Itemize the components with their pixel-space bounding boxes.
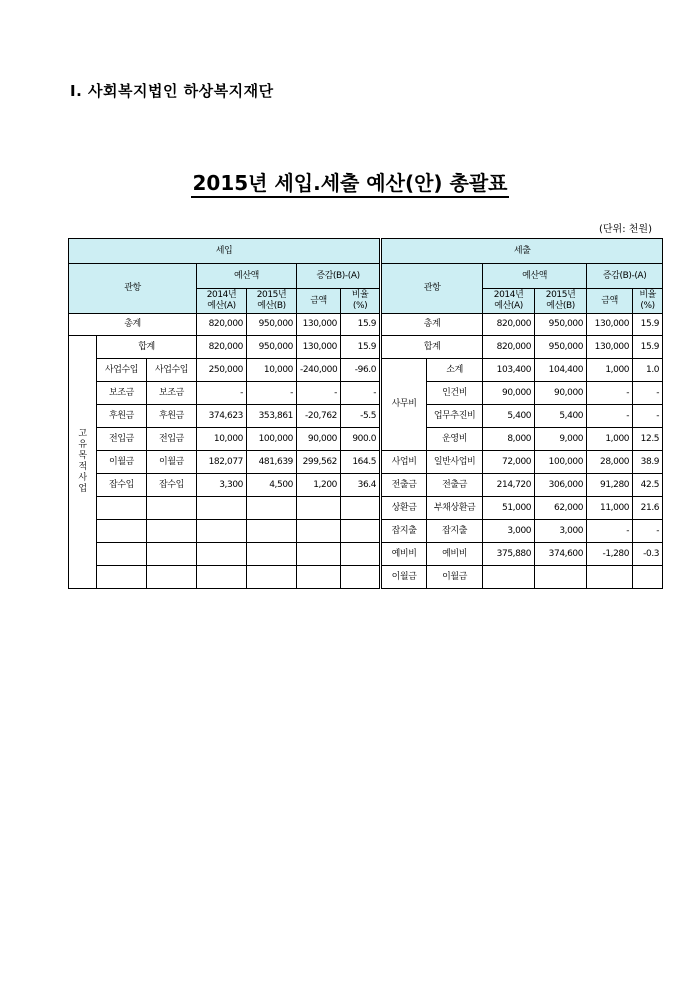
exp-gwan: 상환금	[381, 497, 427, 520]
rev-ratio-line1: 비율	[351, 290, 369, 300]
exp-2014-line2: 예산(A)	[494, 301, 523, 311]
empty-cell	[147, 566, 197, 589]
exp-hang: 운영비	[427, 428, 483, 451]
exp-hang: 이월금	[427, 566, 483, 589]
exp-budget-header: 예산액	[483, 264, 587, 289]
side-label-char: 목	[78, 451, 87, 461]
rev-gwan: 후원금	[97, 405, 147, 428]
exp-2015-line2: 예산(B)	[546, 301, 575, 311]
exp-change-header: 증감(B)-(A)	[587, 264, 663, 289]
rev-ratio-header	[341, 289, 381, 314]
exp-amount	[587, 566, 633, 589]
rev-subtotal-ratio: 15.9	[341, 336, 381, 359]
rev-ratio-line2: (%)	[352, 301, 368, 311]
exp-amount: -	[587, 405, 633, 428]
exp-2014: 8,000	[483, 428, 535, 451]
exp-2014: 3,000	[483, 520, 535, 543]
exp-2014: 72,000	[483, 451, 535, 474]
exp-2014: 51,000	[483, 497, 535, 520]
exp-total-amount: 130,000	[587, 314, 633, 336]
exp-2015	[535, 566, 587, 589]
empty-cell	[147, 520, 197, 543]
rev-total-2014: 820,000	[197, 314, 247, 336]
rev-total-label: 총계	[69, 314, 197, 336]
exp-ratio: 21.6	[633, 497, 663, 520]
table-row	[69, 543, 663, 566]
exp-category-header: 관항	[381, 264, 483, 314]
header-row-2	[69, 264, 663, 289]
rev-2014: 182,077	[197, 451, 247, 474]
page-title-text: 2015년 세입.세출 예산(안) 총괄표	[191, 171, 510, 198]
exp-ratio-line1: 비율	[639, 290, 656, 300]
exp-2014: 5,400	[483, 405, 535, 428]
exp-ratio: -	[633, 382, 663, 405]
exp-amount: 28,000	[587, 451, 633, 474]
rev-2015-header	[247, 289, 297, 314]
rev-2015: 10,000	[247, 359, 297, 382]
exp-total-2015: 950,000	[535, 314, 587, 336]
rev-amount: 299,562	[297, 451, 341, 474]
table-row	[69, 474, 663, 497]
rev-subtotal-label: 합계	[97, 336, 197, 359]
exp-ratio-line2: (%)	[640, 301, 655, 311]
exp-total-2014: 820,000	[483, 314, 535, 336]
exp-hang: 소계	[427, 359, 483, 382]
exp-2015: 5,400	[535, 405, 587, 428]
exp-2015: 9,000	[535, 428, 587, 451]
exp-hang: 잡지출	[427, 520, 483, 543]
exp-2015: 100,000	[535, 451, 587, 474]
rev-hang: 사업수입	[147, 359, 197, 382]
exp-ratio: 12.5	[633, 428, 663, 451]
rev-total-ratio: 15.9	[341, 314, 381, 336]
table-row	[69, 566, 663, 589]
exp-2014: 103,400	[483, 359, 535, 382]
rev-2014: -	[197, 382, 247, 405]
rev-gwan: 사업수입	[97, 359, 147, 382]
exp-amount: 11,000	[587, 497, 633, 520]
empty-cell	[297, 566, 341, 589]
rev-gwan: 이월금	[97, 451, 147, 474]
rev-ratio: 164.5	[341, 451, 381, 474]
exp-2015: 374,600	[535, 543, 587, 566]
rev-hang: 이월금	[147, 451, 197, 474]
header-row-1	[69, 239, 663, 264]
table-row	[69, 336, 663, 359]
rev-hang: 잡수입	[147, 474, 197, 497]
exp-hang: 전출금	[427, 474, 483, 497]
exp-gwan: 사업비	[381, 451, 427, 474]
exp-hang: 예비비	[427, 543, 483, 566]
exp-2015-header	[535, 289, 587, 314]
side-label	[69, 336, 97, 589]
rev-2014: 374,623	[197, 405, 247, 428]
empty-cell	[97, 543, 147, 566]
exp-amount: 91,280	[587, 474, 633, 497]
section-title: I. 사회복지법인 하상복지재단	[70, 82, 274, 100]
rev-amount: 1,200	[297, 474, 341, 497]
rev-ratio: 900.0	[341, 428, 381, 451]
rev-2014-header	[197, 289, 247, 314]
exp-hang: 인건비	[427, 382, 483, 405]
rev-total-amount: 130,000	[297, 314, 341, 336]
exp-subtotal-2015: 950,000	[535, 336, 587, 359]
rev-2015: 4,500	[247, 474, 297, 497]
exp-ratio: -0.3	[633, 543, 663, 566]
rev-amount: 90,000	[297, 428, 341, 451]
exp-2014	[483, 566, 535, 589]
rev-ratio: -	[341, 382, 381, 405]
rev-subtotal-amount: 130,000	[297, 336, 341, 359]
rev-ratio: -5.5	[341, 405, 381, 428]
rev-ratio: -96.0	[341, 359, 381, 382]
table-row	[69, 359, 663, 382]
exp-total-label: 총계	[381, 314, 483, 336]
empty-cell	[247, 520, 297, 543]
rev-2015: 100,000	[247, 428, 297, 451]
rev-2014-line2: 예산(A)	[207, 301, 236, 311]
exp-ratio: 42.5	[633, 474, 663, 497]
page-title	[0, 167, 700, 196]
exp-subtotal-ratio: 15.9	[633, 336, 663, 359]
rev-2015: 481,639	[247, 451, 297, 474]
side-label-char: 적	[78, 462, 87, 472]
exp-amount: -1,280	[587, 543, 633, 566]
exp-ratio: 38.9	[633, 451, 663, 474]
exp-amount: 1,000	[587, 359, 633, 382]
rev-2014: 250,000	[197, 359, 247, 382]
exp-ratio: 1.0	[633, 359, 663, 382]
rev-2015: 353,861	[247, 405, 297, 428]
rev-2014-line1: 2014년	[206, 290, 237, 300]
exp-2015: 306,000	[535, 474, 587, 497]
empty-cell	[341, 520, 381, 543]
rev-amount: -240,000	[297, 359, 341, 382]
rev-hang: 보조금	[147, 382, 197, 405]
exp-hang: 업무추진비	[427, 405, 483, 428]
exp-2015: 3,000	[535, 520, 587, 543]
table-row	[69, 497, 663, 520]
exp-2015: 104,400	[535, 359, 587, 382]
rev-hang: 전입금	[147, 428, 197, 451]
empty-cell	[341, 566, 381, 589]
rev-2015: -	[247, 382, 297, 405]
rev-amount: -	[297, 382, 341, 405]
exp-2014: 375,880	[483, 543, 535, 566]
empty-cell	[197, 566, 247, 589]
side-label-char: 고	[78, 429, 87, 439]
table-row	[69, 428, 663, 451]
exp-2014-header	[483, 289, 535, 314]
exp-2014: 214,720	[483, 474, 535, 497]
empty-cell	[197, 543, 247, 566]
table-row	[69, 382, 663, 405]
exp-ratio	[633, 566, 663, 589]
exp-gwan: 전출금	[381, 474, 427, 497]
rev-change-header: 증감(B)-(A)	[297, 264, 381, 289]
empty-cell	[341, 543, 381, 566]
grand-total-row	[69, 314, 663, 336]
rev-gwan: 잡수입	[97, 474, 147, 497]
exp-amount: 1,000	[587, 428, 633, 451]
rev-subtotal-2014: 820,000	[197, 336, 247, 359]
empty-cell	[247, 566, 297, 589]
table-row	[69, 405, 663, 428]
exp-ratio-header	[633, 289, 663, 314]
exp-2014: 90,000	[483, 382, 535, 405]
unit-note: (단위: 천원)	[599, 224, 652, 235]
rev-2014: 3,300	[197, 474, 247, 497]
exp-amount-header: 금액	[587, 289, 633, 314]
empty-cell	[247, 497, 297, 520]
empty-cell	[97, 520, 147, 543]
exp-ratio: -	[633, 520, 663, 543]
rev-budget-header: 예산액	[197, 264, 297, 289]
empty-cell	[197, 520, 247, 543]
exp-2015: 62,000	[535, 497, 587, 520]
empty-cell	[147, 497, 197, 520]
empty-cell	[297, 497, 341, 520]
empty-cell	[97, 497, 147, 520]
side-label-char: 업	[78, 484, 87, 494]
empty-cell	[247, 543, 297, 566]
rev-total-2015: 950,000	[247, 314, 297, 336]
empty-cell	[297, 520, 341, 543]
empty-cell	[341, 497, 381, 520]
rev-amount-header: 금액	[297, 289, 341, 314]
exp-gwan: 예비비	[381, 543, 427, 566]
exp-2015-line1: 2015년	[545, 290, 576, 300]
rev-ratio: 36.4	[341, 474, 381, 497]
exp-2014-line1: 2014년	[493, 290, 524, 300]
exp-group-label: 사무비	[381, 359, 427, 451]
exp-amount: -	[587, 520, 633, 543]
rev-hang: 후원금	[147, 405, 197, 428]
empty-cell	[147, 543, 197, 566]
rev-gwan: 전입금	[97, 428, 147, 451]
empty-cell	[197, 497, 247, 520]
exp-hang: 일반사업비	[427, 451, 483, 474]
exp-2015: 90,000	[535, 382, 587, 405]
side-label-char: 유	[78, 440, 87, 450]
rev-2015-line2: 예산(B)	[257, 301, 286, 311]
rev-gwan: 보조금	[97, 382, 147, 405]
table-row	[69, 451, 663, 474]
rev-category-header: 관항	[69, 264, 197, 314]
rev-amount: -20,762	[297, 405, 341, 428]
exp-amount: -	[587, 382, 633, 405]
expenditure-header: 세출	[381, 239, 663, 264]
empty-cell	[97, 566, 147, 589]
rev-2015-line1: 2015년	[256, 290, 287, 300]
exp-subtotal-2014: 820,000	[483, 336, 535, 359]
budget-summary-table	[68, 238, 663, 589]
exp-gwan: 잡지출	[381, 520, 427, 543]
table-row	[69, 520, 663, 543]
revenue-header: 세입	[69, 239, 381, 264]
rev-subtotal-2015: 950,000	[247, 336, 297, 359]
exp-total-ratio: 15.9	[633, 314, 663, 336]
exp-subtotal-label: 합계	[381, 336, 483, 359]
exp-gwan: 이월금	[381, 566, 427, 589]
empty-cell	[297, 543, 341, 566]
exp-subtotal-amount: 130,000	[587, 336, 633, 359]
rev-2014: 10,000	[197, 428, 247, 451]
exp-ratio: -	[633, 405, 663, 428]
exp-hang: 부채상환금	[427, 497, 483, 520]
side-label-char: 사	[78, 473, 87, 483]
